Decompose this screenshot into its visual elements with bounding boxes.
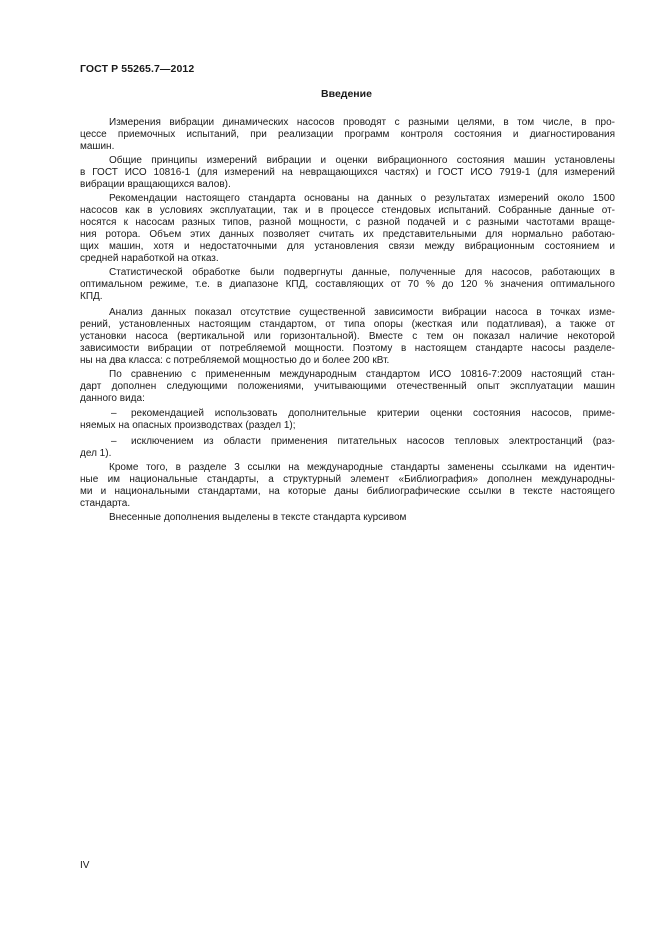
text-line: ны на два класса: с потребляемой мощностью до и более 200 кВт. [80, 355, 390, 366]
text-line: зависимости вибрации от потребляемой мощности. Поэтому в настоящем стандарте насосы разделе- [80, 343, 615, 354]
text-line: установки насоса (вертикальной или горизонтальной). Вместе с тем он показал наличие некоторой [80, 331, 615, 342]
section-title: Введение [321, 88, 372, 100]
text-line: Внесенные дополнения выделены в тексте стандарта курсивом [109, 512, 407, 523]
text-line: дарт дополнен следующими положениями, учитывающими отечественный опыт эксплуатации машин [80, 381, 615, 392]
text-line: исключением из области применения питательных насосов тепловых электростанций (раз- [131, 436, 615, 447]
text-line: цессе приемочных испытаний, при реализации программ контроля состояния и диагностирования [80, 129, 615, 140]
text-line: ные им национальные стандарты, а структурный элемент «Библиография» дополнен международны- [80, 474, 615, 485]
text-line: в ГОСТ ИСО 10816-1 (для измерений на невращающихся частях) и ГОСТ ИСО 7919-1 (для измерений [80, 167, 615, 178]
text-line: Измерения вибрации динамических насосов проводят с разными целями, в том числе, в про- [109, 117, 615, 128]
page-number: IV [80, 860, 90, 871]
text-line: щих машин, хотя и недостаточными для установления связи между вибрационным состоянием и [80, 241, 615, 252]
text-line: ния ротора. Объем этих данных позволяет считать их представительными для нормально работаю- [80, 229, 615, 240]
list-dash: – [111, 408, 117, 419]
list-dash: – [111, 436, 117, 447]
text-line: Рекомендации настоящего стандарта основаны на данных о результатах измерений около 1500 [109, 193, 615, 204]
text-line: Кроме того, в разделе 3 ссылки на международные стандарты заменены ссылками на идентич- [109, 462, 615, 473]
text-line: КПД. [80, 291, 103, 302]
text-line: няемых на опасных производствах (раздел 1); [80, 420, 296, 431]
text-line: стандарта. [80, 498, 131, 509]
text-line: насосов как в условиях эксплуатации, так и в процессе стендовых испытаний. Собранные данные от- [80, 205, 615, 216]
text-line: данного вида: [80, 393, 145, 404]
text-line: оптимальном режиме, т.е. в диапазоне КПД, составляющих от 70 % до 120 % значения оптимального [80, 279, 615, 290]
text-line: рений, установленных настоящим стандартом, от типа опоры (жесткая или податливая), а также от [80, 319, 615, 330]
text-line: Статистической обработке были подвергнуты данные, полученные для насосов, работающих в [109, 267, 615, 278]
text-line: средней наработкой на отказ. [80, 253, 219, 264]
text-line: носятся к насосам разных типов, разной мощности, с разной подачей и с разными частотами враще- [80, 217, 615, 228]
text-line: дел 1). [80, 448, 112, 459]
text-line: По сравнению с примененным международным стандартом ИСО 10816-7:2009 настоящий стан- [109, 369, 615, 380]
text-line: Анализ данных показал отсутствие существенной зависимости вибрации насоса в точках изме- [109, 307, 615, 318]
text-line: машин. [80, 141, 115, 152]
text-line: ми и национальными стандартами, на которые даны библиографические ссылки в тексте настоящего [80, 486, 615, 497]
text-line: рекомендацией использовать дополнительные критерии оценки состояния насосов, приме- [131, 408, 615, 419]
text-line: Общие принципы измерений вибрации и оценки вибрационного состояния машин установлены [109, 155, 615, 166]
text-line: вибрации вращающихся валов). [80, 179, 231, 190]
document-header: ГОСТ Р 55265.7—2012 [80, 63, 195, 75]
